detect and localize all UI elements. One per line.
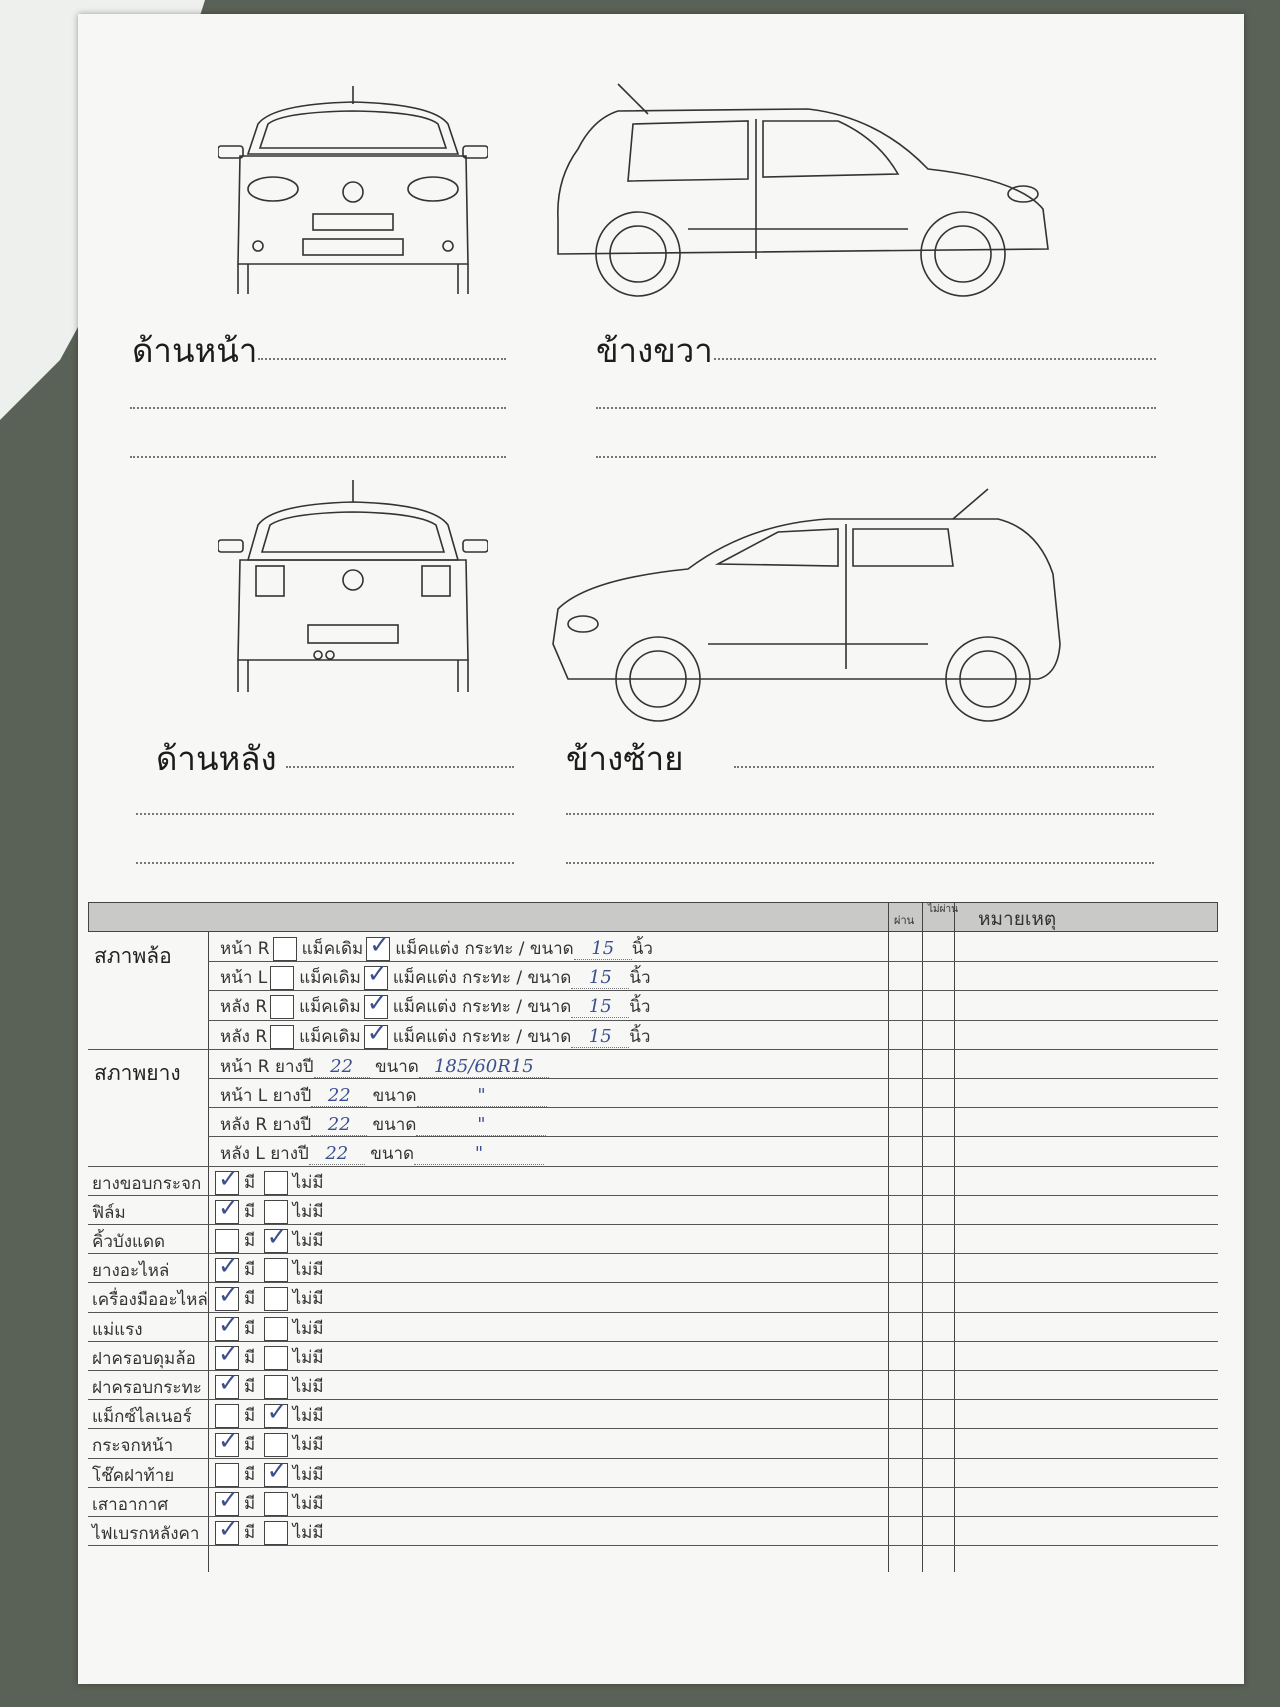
inch-unit-label: นิ้ว bbox=[629, 997, 651, 1018]
tire-size-value[interactable]: 185/60R15 bbox=[419, 1056, 549, 1078]
has-checkbox[interactable] bbox=[215, 1521, 239, 1545]
custom-wheel-label: แม็คแต่ง bbox=[392, 1026, 457, 1047]
not-have-label: ไม่มี bbox=[292, 1260, 324, 1281]
table-row bbox=[212, 1344, 324, 1371]
custom-wheel-label: แม็คแต่ง bbox=[392, 968, 457, 989]
label-column-divider bbox=[208, 932, 209, 1572]
table-row bbox=[220, 993, 650, 1020]
stock-wheel-checkbox[interactable] bbox=[270, 995, 294, 1019]
front-note-line-1[interactable] bbox=[258, 358, 506, 360]
not-have-checkbox[interactable] bbox=[264, 1317, 288, 1341]
right-note-line-3[interactable] bbox=[596, 456, 1156, 458]
row-divider bbox=[88, 1516, 1218, 1517]
inspection-checklist-table bbox=[88, 902, 1218, 1572]
car-rear-drawing bbox=[218, 480, 488, 700]
not-have-label: ไม่มี bbox=[292, 1493, 324, 1514]
fail-column-divider-right bbox=[954, 902, 955, 1572]
tire-section-label: สภาพยาง bbox=[94, 1060, 181, 1085]
rim-size-label: กระทะ / ขนาด bbox=[464, 939, 574, 959]
has-label: มี bbox=[244, 1318, 256, 1339]
not-have-label: ไม่มี bbox=[292, 1435, 324, 1456]
not-have-checkbox[interactable] bbox=[264, 1346, 288, 1370]
pass-column-divider-left bbox=[888, 902, 889, 1572]
table-row bbox=[212, 1402, 324, 1429]
tire-position: หน้า L bbox=[220, 1086, 273, 1106]
has-label: มี bbox=[244, 1260, 256, 1281]
custom-wheel-label: แม็คแต่ง bbox=[395, 939, 460, 959]
left-side-view-label: ข้างซ้าย bbox=[566, 739, 684, 778]
rim-size-value[interactable]: 15 bbox=[574, 938, 632, 960]
row-divider bbox=[88, 1399, 1218, 1400]
has-label: มี bbox=[244, 1201, 256, 1222]
table-row bbox=[212, 1285, 324, 1312]
stock-wheel-checkbox[interactable] bbox=[273, 937, 297, 961]
has-checkbox[interactable] bbox=[215, 1287, 239, 1311]
right-note-line-1[interactable] bbox=[714, 358, 1156, 360]
not-have-checkbox[interactable] bbox=[264, 1171, 288, 1195]
item-label: โช๊คฝาท้าย bbox=[92, 1465, 175, 1486]
stock-wheel-label: แม็คเดิม bbox=[299, 968, 361, 989]
has-label: มี bbox=[244, 1493, 256, 1514]
tire-size-label: ขนาด bbox=[364, 1144, 415, 1165]
table-row bbox=[212, 1169, 324, 1196]
wheel-section-label: สภาพล้อ bbox=[94, 944, 172, 968]
not-have-checkbox[interactable] bbox=[264, 1492, 288, 1516]
inch-unit-label: นิ้ว bbox=[631, 939, 653, 959]
row-divider bbox=[208, 1107, 1218, 1108]
rim-size-label: กระทะ / ขนาด bbox=[461, 997, 572, 1018]
has-label: มี bbox=[244, 1231, 256, 1251]
rim-size-value[interactable]: 15 bbox=[571, 996, 629, 1018]
wheel-position: หน้า R bbox=[220, 939, 270, 959]
item-label: ยางขอบกระจก bbox=[92, 1173, 202, 1194]
row-divider bbox=[88, 1224, 1218, 1225]
not-have-label: ไม่มี bbox=[292, 1289, 324, 1310]
not-have-checkbox[interactable] bbox=[264, 1229, 288, 1253]
tire-size-label: ขนาด bbox=[367, 1086, 417, 1106]
row-divider bbox=[88, 1545, 1218, 1546]
table-row bbox=[220, 1023, 650, 1050]
tire-size-value[interactable]: " bbox=[417, 1085, 547, 1107]
not-have-checkbox[interactable] bbox=[264, 1463, 288, 1487]
item-label: แม่แรง bbox=[92, 1319, 143, 1340]
row-divider bbox=[88, 1341, 1218, 1342]
car-right-side-drawing bbox=[548, 69, 1068, 309]
inch-unit-label: นิ้ว bbox=[629, 968, 651, 989]
rear-note-line-3[interactable] bbox=[136, 862, 514, 864]
tire-size-value[interactable]: " bbox=[416, 1114, 546, 1136]
row-divider bbox=[208, 961, 1218, 962]
left-note-line-1[interactable] bbox=[734, 766, 1154, 768]
stock-wheel-label: แม็คเดิม bbox=[299, 997, 361, 1018]
table-row bbox=[212, 1431, 324, 1458]
has-label: มี bbox=[244, 1523, 256, 1543]
fail-column-header: ไม่ผ่าน bbox=[928, 904, 958, 915]
table-row bbox=[212, 1256, 324, 1283]
has-checkbox[interactable] bbox=[215, 1346, 239, 1370]
row-divider bbox=[208, 1136, 1218, 1137]
tire-position: หน้า R bbox=[220, 1056, 275, 1077]
table-row bbox=[212, 1519, 324, 1546]
row-divider bbox=[88, 1428, 1218, 1429]
row-divider bbox=[208, 1078, 1218, 1079]
rim-size-label: กระทะ / ขนาด bbox=[461, 1026, 572, 1047]
inspection-form-page bbox=[78, 14, 1244, 1684]
table-row bbox=[212, 1490, 324, 1517]
has-label: มี bbox=[244, 1289, 256, 1310]
table-row bbox=[212, 1461, 324, 1488]
tire-size-value[interactable]: " bbox=[414, 1143, 544, 1165]
row-divider bbox=[88, 1312, 1218, 1313]
table-row bbox=[220, 935, 653, 962]
rear-view-label: ด้านหลัง bbox=[156, 739, 277, 778]
not-have-label: ไม่มี bbox=[292, 1347, 324, 1368]
front-view-label: ด้านหน้า bbox=[132, 331, 258, 370]
tire-year-value[interactable]: 22 bbox=[309, 1143, 365, 1165]
tire-year-label: ยางปี bbox=[270, 1144, 309, 1165]
table-row bbox=[212, 1198, 324, 1225]
item-label: เสาอากาศ bbox=[92, 1494, 169, 1515]
left-note-line-2[interactable] bbox=[566, 813, 1154, 815]
not-have-checkbox[interactable] bbox=[264, 1521, 288, 1545]
table-row bbox=[212, 1373, 324, 1400]
item-label: ฝาครอบดุมล้อ bbox=[92, 1348, 196, 1369]
item-label: ยางอะไหล่ bbox=[92, 1261, 170, 1282]
has-checkbox[interactable] bbox=[215, 1375, 239, 1399]
right-note-line-2[interactable] bbox=[596, 407, 1156, 409]
has-checkbox[interactable] bbox=[215, 1463, 239, 1487]
not-have-label: ไม่มี bbox=[292, 1523, 324, 1543]
row-divider bbox=[88, 1282, 1218, 1283]
has-label: มี bbox=[244, 1464, 256, 1485]
not-have-label: ไม่มี bbox=[292, 1201, 324, 1222]
not-have-label: ไม่มี bbox=[292, 1377, 324, 1397]
not-have-checkbox[interactable] bbox=[264, 1404, 288, 1428]
left-note-line-3[interactable] bbox=[566, 862, 1154, 864]
not-have-label: ไม่มี bbox=[292, 1231, 324, 1251]
inch-unit-label: นิ้ว bbox=[629, 1026, 651, 1047]
tire-size-label: ขนาด bbox=[369, 1056, 419, 1077]
table-row bbox=[220, 964, 651, 991]
row-divider bbox=[88, 1195, 1218, 1196]
tire-year-value[interactable]: 22 bbox=[314, 1056, 370, 1078]
row-divider bbox=[88, 1253, 1218, 1254]
row-divider bbox=[88, 1487, 1218, 1488]
not-have-label: ไม่มี bbox=[292, 1318, 324, 1339]
has-checkbox[interactable] bbox=[215, 1492, 239, 1516]
wheel-position: หลัง R bbox=[220, 1026, 268, 1047]
tire-year-label: ยางปี bbox=[275, 1056, 314, 1077]
has-label: มี bbox=[244, 1172, 256, 1193]
row-divider bbox=[88, 1458, 1218, 1459]
has-checkbox[interactable] bbox=[215, 1229, 239, 1253]
has-label: มี bbox=[244, 1406, 256, 1427]
rear-note-line-1[interactable] bbox=[286, 766, 514, 768]
tire-year-value[interactable]: 22 bbox=[311, 1085, 367, 1107]
wheel-position: หน้า L bbox=[220, 968, 268, 989]
table-row bbox=[220, 1082, 547, 1109]
item-label: เครื่องมืออะไหล่ bbox=[92, 1290, 208, 1311]
rim-size-value[interactable]: 15 bbox=[571, 967, 629, 989]
table-row bbox=[220, 1140, 544, 1167]
has-checkbox[interactable] bbox=[215, 1404, 239, 1428]
custom-wheel-label: แม็คแต่ง bbox=[392, 997, 457, 1018]
not-have-label: ไม่มี bbox=[292, 1406, 324, 1427]
row-divider bbox=[208, 990, 1218, 991]
remark-column-header: หมายเหตุ bbox=[978, 908, 1057, 930]
tire-year-label: ยางปี bbox=[272, 1086, 312, 1106]
tire-position: หลัง R bbox=[220, 1115, 273, 1136]
item-label: แม็กซ์ไลเนอร์ bbox=[92, 1407, 192, 1428]
custom-wheel-checkbox[interactable] bbox=[364, 1025, 388, 1049]
wheel-position: หลัง R bbox=[220, 997, 268, 1018]
table-row bbox=[220, 1111, 546, 1138]
item-label: ฝาครอบกระทะ bbox=[92, 1378, 202, 1398]
has-checkbox[interactable] bbox=[215, 1171, 239, 1195]
row-divider bbox=[208, 1020, 1218, 1021]
row-divider bbox=[88, 1370, 1218, 1371]
has-checkbox[interactable] bbox=[215, 1258, 239, 1282]
pass-column-divider-right bbox=[922, 902, 923, 1572]
stock-wheel-checkbox[interactable] bbox=[270, 1025, 294, 1049]
table-row bbox=[220, 1053, 549, 1080]
car-front-drawing bbox=[218, 84, 488, 299]
table-row bbox=[212, 1315, 324, 1342]
has-label: มี bbox=[244, 1347, 256, 1368]
not-have-checkbox[interactable] bbox=[264, 1433, 288, 1457]
item-label: ฟิล์ม bbox=[92, 1202, 126, 1223]
has-checkbox[interactable] bbox=[215, 1317, 239, 1341]
tire-year-label: ยางปี bbox=[272, 1115, 312, 1136]
table-row bbox=[212, 1227, 324, 1254]
custom-wheel-checkbox[interactable] bbox=[366, 937, 390, 961]
custom-wheel-checkbox[interactable] bbox=[364, 995, 388, 1019]
right-side-view-label: ข้างขวา bbox=[596, 331, 713, 370]
row-divider bbox=[88, 1049, 1218, 1050]
rim-size-label: กระทะ / ขนาด bbox=[462, 968, 572, 989]
not-have-label: ไม่มี bbox=[292, 1172, 324, 1193]
has-checkbox[interactable] bbox=[215, 1433, 239, 1457]
front-note-line-2[interactable] bbox=[130, 407, 506, 409]
front-note-line-3[interactable] bbox=[130, 456, 506, 458]
row-divider bbox=[88, 1166, 1218, 1167]
has-checkbox[interactable] bbox=[215, 1200, 239, 1224]
car-left-side-drawing bbox=[548, 474, 1088, 734]
tire-position: หลัง L bbox=[220, 1144, 271, 1165]
not-have-checkbox[interactable] bbox=[264, 1287, 288, 1311]
rear-note-line-2[interactable] bbox=[136, 813, 514, 815]
stock-wheel-checkbox[interactable] bbox=[270, 966, 294, 990]
pass-column-header: ผ่าน bbox=[894, 914, 915, 927]
not-have-checkbox[interactable] bbox=[264, 1375, 288, 1399]
has-label: มี bbox=[244, 1435, 256, 1456]
item-label: กระจกหน้า bbox=[92, 1436, 174, 1457]
stock-wheel-label: แม็คเดิม bbox=[299, 1026, 361, 1047]
not-have-checkbox[interactable] bbox=[264, 1200, 288, 1224]
tire-year-value[interactable]: 22 bbox=[311, 1114, 367, 1136]
has-label: มี bbox=[244, 1377, 256, 1397]
item-label: ไฟเบรกหลังคา bbox=[92, 1524, 200, 1544]
stock-wheel-label: แม็คเดิม bbox=[301, 939, 364, 959]
item-label: คิ้วบังแดด bbox=[92, 1232, 166, 1252]
not-have-checkbox[interactable] bbox=[264, 1258, 288, 1282]
tire-size-label: ขนาด bbox=[367, 1115, 417, 1136]
not-have-label: ไม่มี bbox=[292, 1464, 324, 1485]
rim-size-value[interactable]: 15 bbox=[571, 1026, 629, 1048]
custom-wheel-checkbox[interactable] bbox=[364, 966, 388, 990]
